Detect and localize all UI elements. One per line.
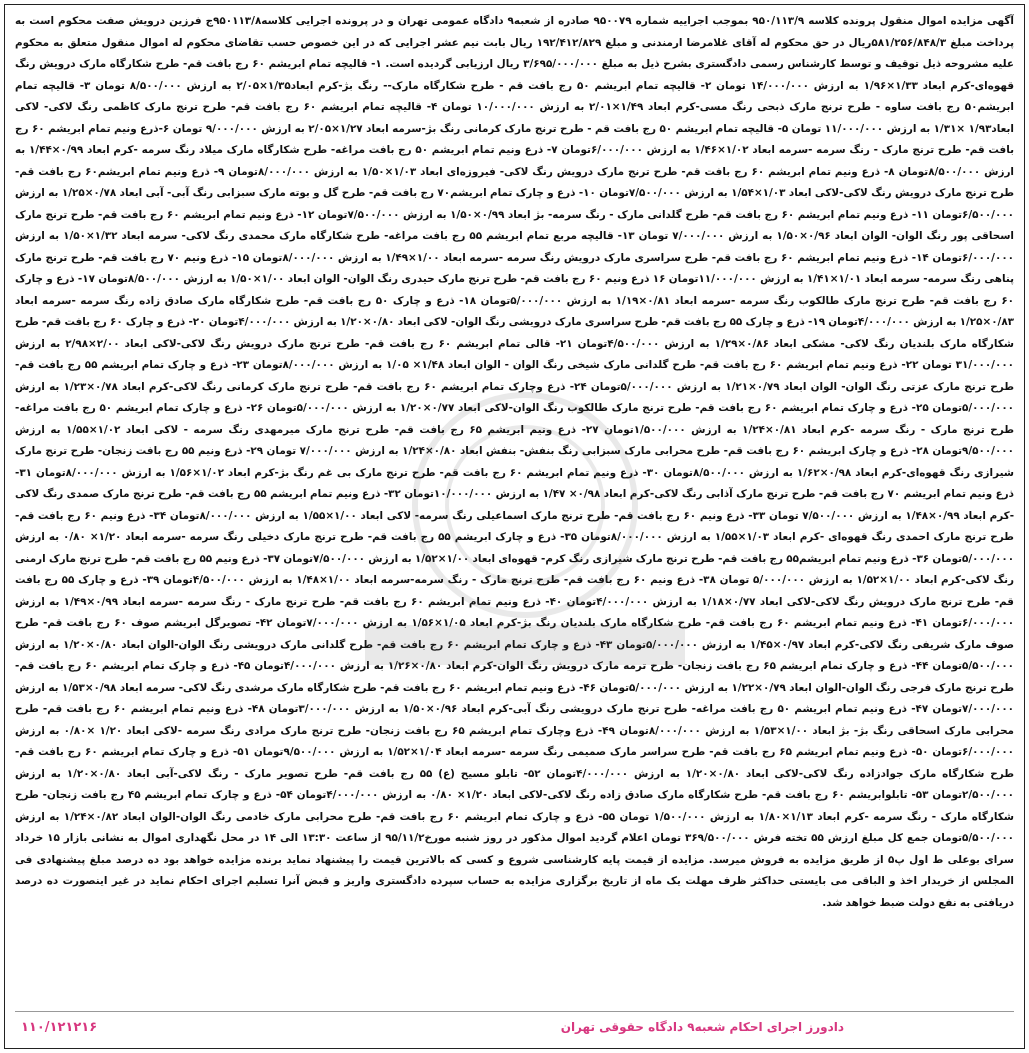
signature-line: دادورز اجرای احکام شعبه۹ دادگاه حقوقی تهران bbox=[560, 1020, 844, 1034]
notice-body-text: آگهی مزایده اموال منقول پرونده کلاسه ۹۵۰/۱۱۳/۹ بموجب اجراییه شماره ۹۵۰۰۷۹ صادره از شعبه۹ دادگاه عمومی تهران و در پرونده اجرایی کلاسه۹۵۰۱۱۳/۸ج فرزین درویش صفت محکوم است به پرداخت مبلغ ۵۸۱/۲۵۶/۸۴۸/۳ریال در حق محکوم له آقای غلامرضا ارمندنی و مبلغ ۱۹۲/۴۱۲/۸۲۹ ریال بابت نیم عشر اجرایی که در این خصوص حسب تقاضای محکوم له اموال منقول متعلق به محکوم علیه مشروحه ذیل توقیف و توسط کارشناس رسمی دادگستری بشرح ذیل به مبلغ ۳/۶۹۵/۰۰۰/۰۰۰ ریال ارزیابی گردیده است. ۱- قالیچه تمام ابریشم ۶۰ رج بافت قم- طرح شکارگاه مارک درویش رنگ قهوه‌ای-کرم ابعاد ۱/۳۳×۱/۹۶ به ارزش ۱۴/۰۰۰/۰۰۰ تومان ۲- قالیچه تمام ابریشم ۵۰ رج بافت قم - طرح شکارگاه مارک-- رنگ بژ-کرم ابعاد۱/۳۵×۲/۰۵ به ارزش ۸/۵۰۰/۰۰۰ تومان ۳- قالیچه تمام ابریشم۵۰ رج بافت ساوه - طرح ترنج مارک ذبحی رنگ مسی-کرم ابعاد ۱/۴۹×۲/۰۱ به ارزش ۱۰/۰۰۰/۰۰۰ تومان ۴- قالیچه تمام ابریشم ۶۰ رج بافت قم- طرح ترنج مارک کاظمی رنگ لاکی- لاکی ابعاد۱/۹۳ ×۱/۳۱ به ارزش ۱۱/۰۰۰/۰۰۰ تومان ۵- قالیچه تمام ابریشم ۵۰ رج بافت قم - طرح ترنج مارک کرمانی رنگ بژ-سرمه ابعاد ۱/۲۷×۲/۰۵ به ارزش ۹/۰۰۰/۰۰۰ تومان ۶-ذرع ونیم تمام ابریشم ۶۰ رج بافت قم- طرح ترنج مارک - رنگ سرمه -سرمه ابعاد ۱/۰۲×۱/۴۶ به ارزش ۶/۰۰۰/۰۰۰تومان ۷- ذرع ونیم تمام ابریشم ۵۰ رج بافت مراغه- طرح شکارگاه مارک میلاد رنگ سرمه -کرم ابعاد ۰/۹۹×۱/۴۴ به ارزش ۸/۵۰۰/۰۰۰تومان ۸- ذرع ونیم تمام ابریشم ۶۰ رج بافت قم- طرح ترنج مارک درویش رنگ لاکی- فیروزه‌ای ابعاد ۱/۰۳×۱/۵۰ به ارزش ۸/۰۰۰/۰۰۰تومان ۹- ذرع ونیم تمام ابریشم۶۰ رج بافت قم- طرح ترنج مارک درویش رنگ لاکی-لاکی ابعاد ۱/۰۳×۱/۵۴ به ارزش ۷/۵۰۰/۰۰۰تومان ۱۰- ذرع و چارک تمام ابریشم۷۰ رج بافت قم- طرح گل و بوته مارک سبزابی رنگ آبی- آبی ابعاد ۰/۷۸×۱/۲۵ به ارزش ۶/۵۰۰/۰۰۰تومان ۱۱- ذرع ونیم تمام ابریشم ۶۰ رج بافت قم- طرح گلدانی مارک - رنگ سرمه- بژ ابعاد ۰/۹۹×۱/۵۰ به ارزش ۷/۵۰۰/۰۰۰تومان ۱۲- ذرع ونیم تمام ابریشم ۶۰ رج بافت قم- طرح ترنج مارک اسحاقی پور رنگ الوان- الوان ابعاد ۰/۹۶×۱/۵۰ به ارزش ۷/۰۰۰/۰۰۰ تومان ۱۳- قالیچه مربع تمام ابریشم ۵۵ رج بافت مراغه- طرح شکارگاه مارک محمدی رنگ لاکی- سرمه ابعاد ۱/۳۲×۱/۵۰ به ارزش ۶/۰۰۰/۰۰۰تومان ۱۴- ذرع ونیم تمام ابریشم ۶۰ رج بافت قم- طرح سراسری مارک درویش رنگ سرمه -سرمه ابعاد ۱/۰۰×۱/۴۹ به ارزش ۸/۰۰۰/۰۰۰تومان ۱۵- ذرع ونیم ۷۰ رج بافت قم- طرح ترنج مارک پناهی رنگ سرمه- سرمه ابعاد ۱/۰۱×۱/۴۱ به ارزش ۱۱/۰۰۰/۰۰۰تومان ۱۶ ذرع ونیم ۶۰ رج بافت قم- طرح ترنج مارک حیدری رنگ الوان- الوان ابعاد ۱/۰۰×۱/۵۰ به ارزش ۸/۵۰۰/۰۰۰تومان ۱۷- ذرع و چارک ۶۰ رج بافت قم- طرح ترنج مارک طالکوب رنگ سرمه -سرمه ابعاد ۰/۸۱×۱/۱۹ به ارزش ۵/۰۰۰/۰۰۰تومان ۱۸- ذرع و چارک ۵۰ رج بافت قم- طرح شکارگاه مارک صادق زاده رنگ سرمه -سرمه ابعاد ۰/۸۳×۱/۲۵ به ارزش ۴/۰۰۰/۰۰۰تومان ۱۹- ذرع و چارک ۵۵ رج بافت قم- طرح سراسری مارک درویشی رنگ الوان- لاکی ابعاد ۰/۸۰×۱/۲۰ به ارزش ۴/۰۰۰/۰۰۰تومان ۲۰- ذرع و چارک ۶۰ رج بافت قم- طرح شکارگاه مارک بلندیان رنگ لاکی- مشکی ابعاد ۰/۸۶×۱/۲۹ به ارزش ۴/۵۰۰/۰۰۰تومان ۲۱- قالی تمام ابریشم ۶۰ رج بافت قم- طرح ترنج مارک درویش رنگ لاکی-لاکی ابعاد ۲/۰۰×۲/۹۸ به ارزش ۳۱/۰۰۰/۰۰۰ تومان ۲۲- ذرع ونیم تمام ابریشم ۶۰ رج بافت قم- طرح گلدانی مارک شیخی رنگ الوان - الوان ابعاد ۱/۴۸× ۱/۰۵ به ارزش ۸/۰۰۰/۰۰۰تومان ۲۳- ذرع و چارک تمام ابریشم ۵۵ رج بافت قم- طرح ترنج مارک عزتی رنگ الوان- الوان ابعاد ۰/۷۹×۱/۲۱ به ارزش ۵/۰۰۰/۰۰۰تومان ۲۴- ذرع وچارک تمام ابریشم ۶۰ رج بافت قم- طرح ترنج مارک کرمانی رنگ لاکی-کرم ابعاد ۰/۷۸×۱/۲۳ به ارزش ۵/۰۰۰/۰۰۰تومان ۲۵- ذرع و چارک تمام ابریشم ۶۰ رج بافت قم- طرح ترنج مارک طالکوب رنگ الوان-لاکی ابعاد ۰/۷۷×۱/۲۰ به ارزش ۵/۰۰۰/۰۰۰تومان ۲۶- ذرع و چارک تمام ابریشم ۵۰ رج بافت مراغه- طرح ترنج مارک - رنگ سرمه -کرم ابعاد ۰/۸۱×۱/۲۴ به ارزش ۱/۵۰۰/۰۰۰تومان ۲۷- ذرع ونیم ابریشم ۶۵ رج بافت قم- طرح ترنج مارک میرمهدی رنگ سرمه - لاکی ابعاد ۱/۰۲×۱/۵۵ به ارزش ۹/۵۰۰/۰۰۰تومان ۲۸- ذرع و چارک ابریشم ۶۰ رج بافت قم- طرح محرابی مارک سبزابی رنگ بنفش- بنفش ابعاد ۰/۸۰×۱/۲۴ به ارزش ۷/۰۰۰/۰۰۰ تومان ۲۹- ذرع ونیم ۵۵ رج بافت زنجان- طرح ترنج مارک شیرازی رنگ قهوه‌ای-کرم ابعاد ۰/۹۸×۱/۶۲ به ارزش ۸/۵۰۰/۰۰۰تومان ۳۰- ذرع ونیم تمام ابریشم ۶۰ رج بافت قم- طرح ترنج مارک بی غم رنگ بژ-کرم ابعاد ۱/۰۲×۱/۵۶ به ارزش ۸/۰۰۰/۰۰۰تومان ۳۱- ذرع ونیم تمام ابریشم ۷۰ رج بافت قم- طرح ترنج مارک آذابی رنگ لاکی-کرم ابعاد ۰/۹۸× ۱/۴۷ به ارزش ۱۰/۰۰۰/۰۰۰تومان ۳۲- ذرع ونیم تمام ابریشم ۵۵ رج بافت قم- طرح ترنج مارک صمدی رنگ لاکی -کرم ابعاد ۰/۹۹×۱/۴۸ به ارزش ۷/۵۰۰/۰۰۰ تومان ۳۳- ذرع ونیم ۶۰ رج بافت قم- طرح ترنج مارک اسماعیلی رنگ سرمه- لاکی ابعاد ۱/۰۰×۱/۵۵ به ارزش ۸/۰۰۰/۰۰۰تومان ۳۴- ذرع ونیم ۶۰ رج بافت قم- طرح ترنج مارک احمدی رنگ قهوه‌ای -کرم ابعاد ۱/۰۳×۱/۵۵ به ارزش ۸/۰۰۰/۰۰۰تومان ۳۵- ذرع و چارک ابریشم ۵۵ رج بافت قم- طرح ترنج مارک دخیلی رنگ سرمه -سرمه ابعاد ۱/۲۰× ۰/۸۰ به ارزش ۵/۰۰۰/۰۰۰تومان ۳۶- ذرع ونیم تمام ابریشم۵۵ رج بافت قم- طرح ترنج مارک شیرازی رنگ کرم- قهوه‌ای ابعاد ۱/۰۰×۱/۵۲ به ارزش ۷/۵۰۰/۰۰۰تومان ۳۷- ذرع ونیم ۵۵ رج بافت قم- طرح ترنج مارک ارمنی رنگ لاکی-کرم ابعاد ۱/۰۰×۱/۵۲ به ارزش ۵/۰۰۰/۰۰۰ تومان ۳۸- ذرع ونیم ۶۰ رج بافت قم- طرح ترنج مارک - رنگ سرمه-سرمه ابعاد ۱/۰۰×۱/۴۸ به ارزش ۴/۵۰۰/۰۰۰تومان ۳۹- ذرع و چارک ۵۵ رج بافت قم- طرح ترنج مارک درویش رنگ لاکی-لاکی ابعاد ۰/۷۷×۱/۱۸ به ارزش ۴/۰۰۰/۰۰۰تومان ۴۰- ذرع ونیم تمام ابریشم ۶۰ رج بافت قم- طرح ترنج مارک - رنگ سرمه -سرمه ابعاد ۰/۹۹×۱/۴۹ به ارزش ۶/۰۰۰/۰۰۰تومان ۴۱- ذرع ونیم تمام ابریشم ۶۰ رج بافت قم- طرح شکارگاه مارک بلندیان رنگ بژ-کرم ابعاد ۱/۰۵×۱/۵۶ به ارزش ۷/۰۰۰/۰۰۰تومان ۴۲- تصویرگل ابریشم صوف ۶۰ رج بافت قم- طرح صوف مارک شریفی رنگ لاکی-کرم ابعاد ۰/۹۷×۱/۴۵ به ارزش ۵/۰۰۰/۰۰۰تومان ۴۳- ذرع و چارک تمام ابریشم ۶۰ رج بافت قم- طرح گلدانی مارک درویشی رنگ الوان-الوان ابعاد ۰/۸۰×۱/۲۰ به ارزش ۵/۵۰۰/۰۰۰تومان ۴۴- ذرع و چارک تمام ابریشم ۶۵ رج بافت زنجان- طرح ترمه مارک درویش رنگ الوان-کرم ابعاد ۰/۸۰×۱/۲۶ به ارزش ۴/۰۰۰/۰۰۰تومان ۴۵- ذرع و چارک تمام ابریشم ۶۰ رج بافت قم- طرح ترنج مارک فرجی رنگ الوان-الوان ابعاد ۰/۷۹×۱/۲۲ به ارزش ۵/۰۰۰/۰۰۰تومان ۴۶- ذرع ونیم تمام ابریشم ۶۰ رج بافت قم- طرح شکارگاه مارک مرشدی رنگ لاکی- سرمه ابعاد ۰/۹۸×۱/۵۳ به ارزش ۷/۰۰۰/۰۰۰تومان ۴۷- ذرع ونیم تمام ابریشم ۵۰ رج بافت مراغه- طرح ترنج مارک درویشی رنگ آبی-کرم ابعاد ۰/۹۶×۱/۵۰ به ارزش ۳/۰۰۰/۰۰۰تومان ۴۸- ذرع ونیم تمام ابریشم ۶۰ رج بافت قم- طرح محرابی مارک اسحاقی رنگ بژ- بژ ابعاد ۱/۰۰×۱/۵۳ به ارزش ۸/۰۰۰/۰۰۰تومان ۴۹- ذرع وچارک تمام ابریشم ۶۵ رج بافت زنجان- طرح ترنج مارک مرادی رنگ سرمه -لاکی ابعاد ۱/۲۰ ×۰/۸۰ به ارزش ۶/۰۰۰/۰۰۰تومان ۵۰- ذرع ونیم تمام ابریشم ۶۵ رج بافت قم- طرح سراسر مارک صمیمی رنگ سرمه -سرمه ابعاد ۱/۰۴×۱/۵۲ به ارزش ۹/۵۰۰/۰۰۰تومان ۵۱- ذرع و چارک تمام ابریشم ۶۰ رج بافت قم- طرح شکارگاه مارک جوادزاده رنگ لاکی-لاکی ابعاد ۰/۸۰×۱/۲۰ به ارزش ۴/۰۰۰/۰۰۰تومان ۵۲- تابلو مسیح (ع) ۵۵ رج بافت قم- طرح تصویر مارک - رنگ لاکی-آبی ابعاد ۰/۸۰×۱/۲۰ به ارزش ۲/۵۰۰/۰۰۰تومان ۵۳- تابلوابریشم ۶۰ رج بافت قم- طرح شکارگاه مارک صادق زاده رنگ لاکی-لاکی ابعاد ۱/۲۰× ۰/۸۰ به ارزش ۴/۰۰۰/۰۰۰تومان ۵۴- ذرع و چارک تمام ابریشم ۴۵ رج بافت زنجان- طرح شکارگاه مارک - رنگ سرمه -کرم ابعاد ۱/۱۳×۱/۸۰ به ارزش ۱/۵۰۰/۰۰۰ تومان ۵۵- ذرع و چارک تمام ابریشم ۶۰ رج بافت قم- طرح محرابی مارک خادمی رنگ الوان-الوان ابعاد ۰/۸۲×۱/۲۴ به ارزش ۵/۵۰۰/۰۰۰تومان جمع کل مبلغ ارزش ۵۵ تخته فرش ۳۶۹/۵۰۰/۰۰۰ تومان اعلام گردید اموال مذکور در روز شنبه مورخ۹۵/۱۱/۲ از ساعت ۱۳:۳۰ الی ۱۴ در محل نگهداری اموال به نشانی بازار ۱۵ خرداد سرای بوعلی ط اول پ۵ از طریق مزایده به فروش میرسد. مزایده از قیمت پایه کارشناسی شروع و کسی که بالاترین قیمت را پیشنهاد نماید برنده مزایده خواهد بود ده درصد مبلغ پیشنهادی فی المجلس از خریدار اخذ و الباقی می بایستی حداکثر ظرف مهلت یک ماه از تاریخ برگزاری مزایده به حساب سپرده دادگستری واریز و قبض آنرا تسلیم اجرای احکام نماید در غیر اینصورت ده درصد دریافتی به نفع دولت ضبط خواهد شد. bbox=[15, 15, 1014, 909]
notice-code: ۱۱۰/۱۲۱۲۱۶ bbox=[21, 1019, 98, 1035]
notice-footer bbox=[15, 1011, 1014, 1042]
auction-notice bbox=[4, 4, 1025, 1049]
